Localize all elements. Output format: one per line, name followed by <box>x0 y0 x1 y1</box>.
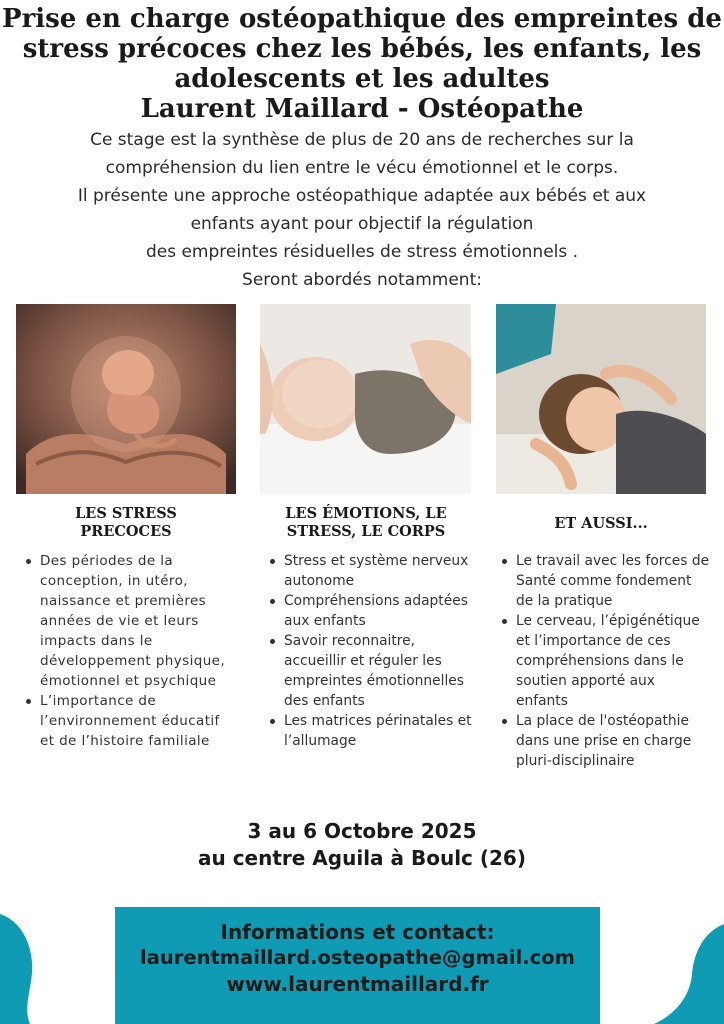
title-line-2: stress précoces chez les bébés, les enfants, les <box>22 34 702 64</box>
column-1-list <box>20 551 238 751</box>
column-2-list <box>264 551 478 751</box>
list-item: Le cerveau, l’épigénétique et l’importance de ces compréhensions dans le soutien apporté aux enfants <box>496 611 710 711</box>
decorative-wave-left <box>0 914 60 1024</box>
contact-box <box>115 907 600 1024</box>
list-item: Savoir reconnaitre, accueillir et réguler les empreintes émotionnelles des enfants <box>264 631 478 711</box>
column-3-list <box>496 551 710 771</box>
column-2-title-line-1: LES ÉMOTIONS, LE <box>285 505 447 522</box>
list-item: Le travail avec les forces de Santé comme fondement de la pratique <box>496 551 710 611</box>
baby-photo <box>260 304 471 494</box>
intro-line-4: enfants ayant pour objectif la régulation <box>190 214 534 234</box>
column-1-title-line-1: LES STRESS <box>75 505 177 522</box>
event-location: au centre Aguila à Boulc (26) <box>198 846 526 870</box>
list-item: Stress et système nerveux autonome <box>264 551 478 591</box>
column-1-title-line-2: PRECOCES <box>80 523 172 540</box>
title-line-1: Prise en charge ostéopathique des empreintes de <box>2 4 722 34</box>
contact-heading: Informations et contact: <box>220 920 495 944</box>
event-dates: 3 au 6 Octobre 2025 <box>247 819 477 843</box>
list-item: Compréhensions adaptées aux enfants <box>264 591 478 631</box>
list-item: L’importance de l’environnement éducatif et de l’histoire familiale <box>20 691 238 751</box>
list-item: La place de l'ostéopathie dans une prise en charge pluri-disciplinaire <box>496 711 710 771</box>
intro-line-1: Ce stage est la synthèse de plus de 20 ans de recherches sur la <box>90 130 634 150</box>
column-2-title-line-2: STRESS, LE CORPS <box>286 523 446 540</box>
fetus-in-hands-photo <box>16 304 236 494</box>
column-3-title-line-1: ET AUSSI... <box>554 515 648 532</box>
column-3-title <box>496 515 706 533</box>
list-item: Les matrices périnatales et l’allumage <box>264 711 478 751</box>
child-osteopathy-photo <box>496 304 706 494</box>
column-2-title <box>250 505 482 541</box>
contact-website-link[interactable]: www.laurentmaillard.fr <box>226 972 489 996</box>
contact-email-link[interactable]: laurentmaillard.osteopathe@gmail.com <box>140 946 575 969</box>
intro-line-5: des empreintes résiduelles de stress émotionnels . <box>145 242 579 262</box>
intro-line-3: Il présente une approche ostéopathique adaptée aux bébés et aux <box>77 186 647 206</box>
list-item: Des périodes de la conception, in utéro, naissance et premières années de vie et leurs impacts dans le développement physique, émotionnel et psychique <box>20 551 238 691</box>
decorative-wave-right <box>654 924 724 1024</box>
intro-line-6: Seront abordés notamment: <box>242 270 482 290</box>
title-line-3: adolescents et les adultes <box>174 64 550 94</box>
column-1-title <box>16 505 236 541</box>
intro-line-2: compréhension du lien entre le vécu émotionnel et le corps. <box>105 158 619 178</box>
title-author: Laurent Maillard - Ostéopathe <box>140 94 584 124</box>
